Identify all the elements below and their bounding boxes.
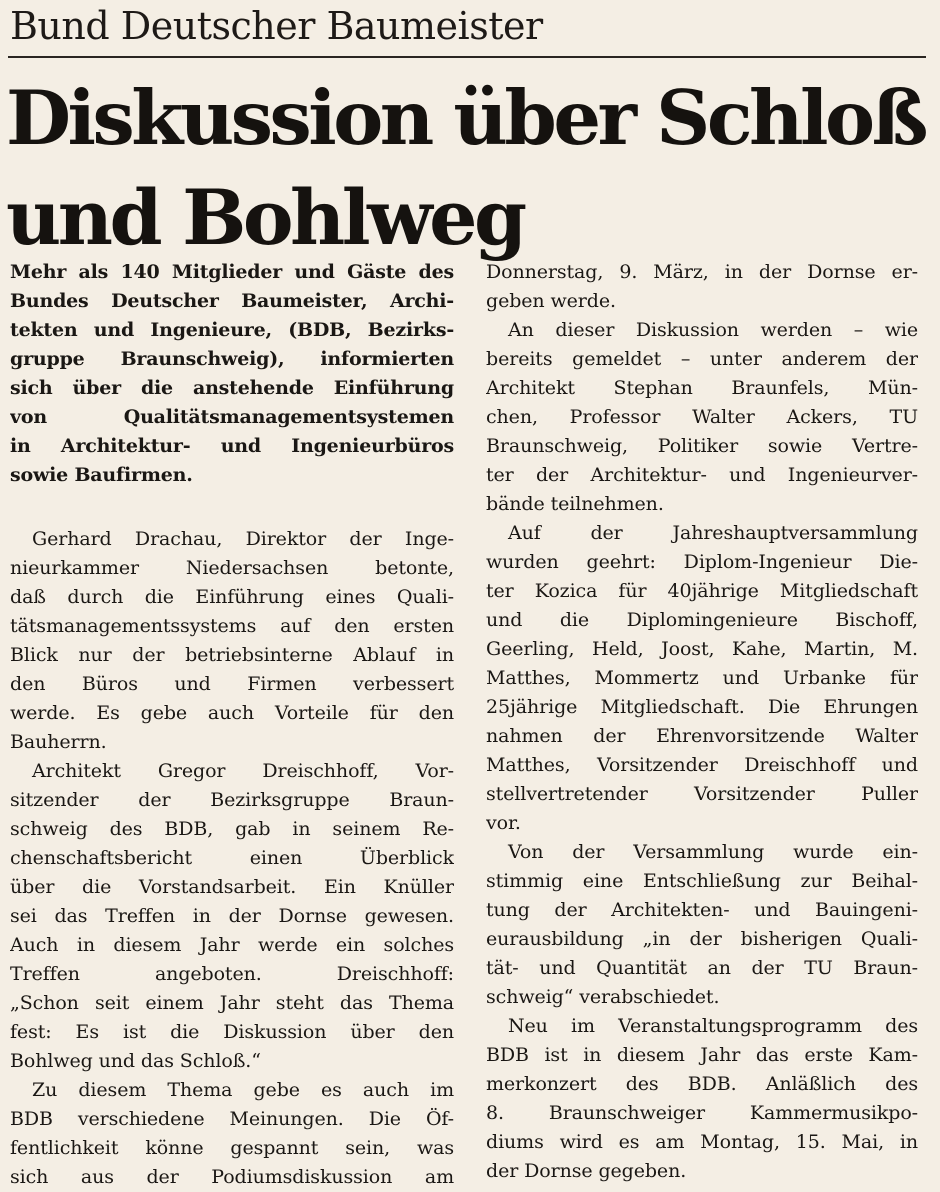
lead-line: Mehr als 140 Mitglieder und Gäste des [10, 261, 454, 283]
body-line: Architekt Gregor Dreischhoff, Vor- [32, 760, 454, 782]
body-line: „Schon seit einem Jahr steht das Thema [10, 992, 454, 1014]
lead-line: von Qualitätsmanagementsystemen [10, 406, 454, 428]
lead-line: tekten und Ingenieure, (BDB, Bezirks- [10, 319, 454, 341]
body-line: nieurkammer Niedersachsen betonte, [10, 557, 454, 579]
right-body-text [486, 258, 918, 1186]
body-line: sei das Treffen in der Dornse gewesen. [10, 905, 454, 927]
body-line: der Dornse gegeben. [486, 1160, 687, 1182]
lead-line: gruppe Braunschweig), informierten [10, 348, 454, 370]
headline [6, 68, 934, 268]
body-line: An dieser Diskussion werden – wie [508, 319, 918, 341]
body-line: sich aus der Podiumsdiskussion am [10, 1166, 454, 1188]
lead-line: in Architektur- und Ingenieurbüros [10, 435, 454, 457]
body-line: schweig“ verabschiedet. [486, 986, 720, 1008]
body-line: Von der Versammlung wurde ein- [508, 841, 918, 863]
body-line: diums wird es am Montag, 15. Mai, in [486, 1131, 918, 1153]
body-line: Matthes, Mommertz und Urbanke für [486, 667, 918, 689]
lead-line: Bundes Deutscher Baumeister, Archi- [10, 290, 454, 312]
body-line: nahmen der Ehrenvorsitzende Walter [486, 725, 918, 747]
body-line: und die Diplomingenieure Bischoff, [486, 609, 918, 631]
body-line: bereits gemeldet – unter anderem der [486, 348, 918, 370]
body-line: Architekt Stephan Braunfels, Mün- [486, 377, 918, 399]
body-line: Braunschweig, Politiker sowie Vertre- [486, 435, 918, 457]
body-line: sitzender der Bezirksgruppe Braun- [10, 789, 454, 811]
body-line: Bauherrn. [10, 731, 107, 753]
body-line: Bohlweg und das Schloß.“ [10, 1050, 261, 1072]
body-line: Auch in diesem Jahr werde ein solches [10, 934, 454, 956]
body-line: BDB ist in diesem Jahr das erste Kam- [486, 1044, 918, 1066]
left-body-text [10, 525, 454, 1192]
body-line: tätsmanagementssystems auf den ersten [10, 615, 454, 637]
body-line: ter Kozica für 40jährige Mitgliedschaft [486, 580, 918, 602]
body-line: tät- und Quantität an der TU Braun- [486, 957, 918, 979]
body-line: Blick nur der betriebsinterne Ablauf in [10, 644, 454, 666]
body-line: Neu im Veranstaltungsprogramm des [508, 1015, 918, 1037]
body-line: Matthes, Vorsitzender Dreischhoff und [486, 754, 918, 776]
right-column [486, 258, 918, 1186]
body-line: 8. Braunschweiger Kammermusikpo- [486, 1102, 918, 1124]
body-line: werde. Es gebe auch Vorteile für den [10, 702, 454, 724]
body-line: vor. [486, 812, 521, 834]
body-line: merkonzert des BDB. Anläßlich des [486, 1073, 918, 1095]
header-rule [8, 56, 926, 58]
body-line: 25jährige Mitgliedschaft. Die Ehrungen [486, 696, 918, 718]
body-line: Auf der Jahreshauptversammlung [508, 522, 918, 544]
body-line: wurden geehrt: Diplom-Ingenieur Die- [486, 551, 918, 573]
body-line: den Büros und Firmen verbessert [10, 673, 454, 695]
body-line: Gerhard Drachau, Direktor der Inge- [32, 528, 454, 550]
paragraph-gap [10, 490, 454, 525]
lead-line: sich über die anstehende Einführung [10, 377, 454, 399]
body-line: Donnerstag, 9. März, in der Dornse er- [486, 261, 918, 283]
body-line: chenschaftsbericht einen Überblick [10, 847, 454, 869]
body-line: ter der Architektur- und Ingenieurver- [486, 464, 918, 486]
body-line: tung der Architekten- und Bauingeni- [486, 899, 918, 921]
body-line: Zu diesem Thema gebe es auch im [32, 1079, 454, 1101]
body-line: schweig des BDB, gab in seinem Re- [10, 818, 454, 840]
body-line: bände teilnehmen. [486, 493, 664, 515]
body-line: Treffen angeboten. Dreischhoff: [10, 963, 454, 985]
body-line: Geerling, Held, Joost, Kahe, Martin, M. [486, 638, 918, 660]
left-column [10, 258, 454, 1192]
section-label: Bund Deutscher Baumeister [10, 4, 543, 48]
body-line: daß durch die Einführung eines Quali- [10, 586, 454, 608]
body-line: chen, Professor Walter Ackers, TU [486, 406, 918, 428]
body-line: geben werde. [486, 290, 616, 312]
body-line: fest: Es ist die Diskussion über den [10, 1021, 454, 1043]
body-line: eurausbildung „in der bisherigen Quali- [486, 928, 918, 950]
lead-paragraph [10, 258, 454, 490]
headline-line-1: Diskussion über Schloß [6, 74, 926, 162]
body-line: BDB verschiedene Meinungen. Die Öf- [10, 1108, 454, 1130]
body-line: stimmig eine Entschließung zur Beihal- [486, 870, 918, 892]
body-line: stellvertretender Vorsitzender Puller [486, 783, 918, 805]
lead-line: sowie Baufirmen. [10, 464, 193, 486]
body-line: fentlichkeit könne gespannt sein, was [10, 1137, 454, 1159]
body-line: über die Vorstandsarbeit. Ein Knüller [10, 876, 454, 898]
headline-line-2: und Bohlweg [6, 173, 524, 262]
